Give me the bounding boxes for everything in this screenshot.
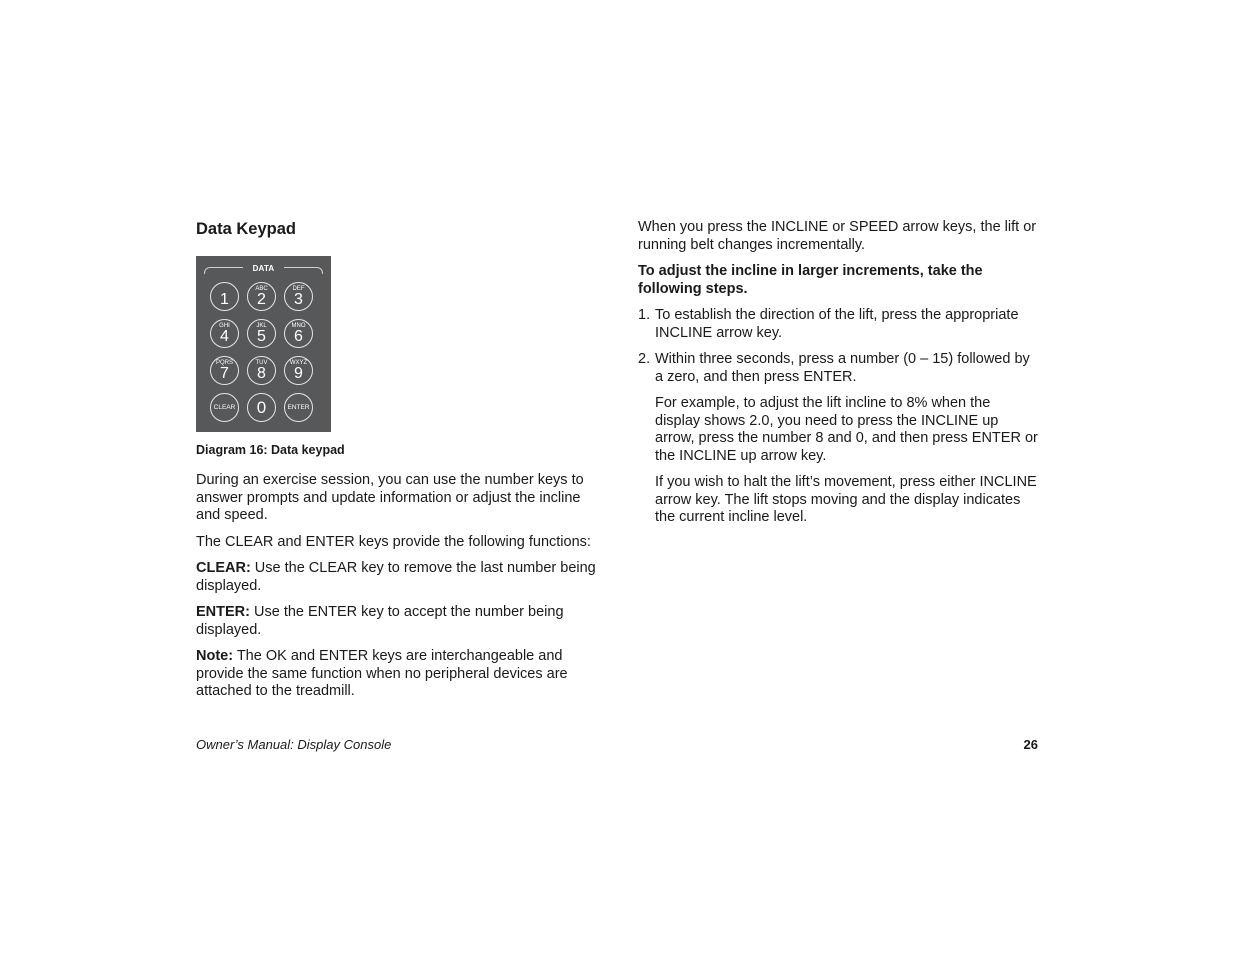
- clear-text: Use the CLEAR key to remove the last number being displayed.: [196, 560, 596, 594]
- data-keypad-image: [196, 256, 331, 432]
- enter-label: ENTER:: [196, 604, 250, 620]
- halt-paragraph: If you wish to halt the lift’s movement, press either INCLINE arrow key. The lift stops moving and the display indicates the current incline level.: [655, 474, 1037, 525]
- key-letters: DEF: [292, 286, 305, 292]
- keypad-key-2: [247, 282, 276, 311]
- key-digit: 3: [294, 291, 303, 308]
- left-column: [196, 219, 598, 710]
- key-digit: 2: [257, 291, 266, 308]
- footer-title: Owner’s Manual: Display Console: [196, 737, 392, 752]
- enter-paragraph: [196, 604, 598, 639]
- key-letters: ABC: [255, 286, 268, 292]
- note-paragraph: [196, 648, 598, 701]
- note-label: Note:: [196, 648, 234, 664]
- intro-paragraph: During an exercise session, you can use the number keys to answer prompts and update information or adjust the incline and speed.: [196, 472, 584, 523]
- key-letters: JKL: [256, 323, 267, 329]
- clear-paragraph: [196, 560, 598, 595]
- key-digit: 4: [220, 328, 229, 345]
- example-paragraph: For example, to adjust the lift incline to 8% when the display shows 2.0, you need to press the INCLINE up arrow, press the number 8 and 0, and then press ENTER or the INCLINE up arrow key.: [655, 395, 1038, 464]
- key-letters: WXYZ: [289, 360, 308, 366]
- step-2: [638, 351, 1038, 386]
- keypad-key-7: [210, 356, 239, 385]
- steps-heading: To adjust the incline in larger increments, take the following steps.: [638, 263, 983, 297]
- keypad-key-enter: [284, 393, 313, 422]
- incline-speed-paragraph: When you press the INCLINE or SPEED arrow keys, the lift or running belt changes incrementally.: [638, 219, 1037, 253]
- key-word: ENTER: [287, 404, 310, 411]
- key-digit: 5: [257, 328, 266, 345]
- key-letters: TUV: [255, 360, 268, 366]
- key-digit: 6: [294, 328, 303, 345]
- keypad-key-5: [247, 319, 276, 348]
- functions-paragraph: The CLEAR and ENTER keys provide the following functions:: [196, 533, 591, 550]
- key-letters: MNO: [291, 323, 306, 329]
- right-column: [638, 219, 1038, 536]
- key-word: CLEAR: [213, 404, 236, 411]
- keypad-key-8: [247, 356, 276, 385]
- keypad-key-clear: [210, 393, 239, 422]
- key-letters: GHI: [219, 323, 230, 329]
- keypad-key-0: [247, 393, 276, 422]
- keypad-key-9: [284, 356, 313, 385]
- section-title: Data Keypad: [196, 220, 296, 238]
- note-text: The OK and ENTER keys are interchangeable and provide the same function when no peripheral devices are attached to the treadmill.: [196, 648, 568, 699]
- key-digit: 8: [257, 365, 266, 382]
- keypad-key-4: [210, 319, 239, 348]
- step-text: Within three seconds, press a number (0 – 15) followed by a zero, and then press ENTER.: [655, 351, 1030, 385]
- step-number: 2.: [638, 351, 651, 367]
- diagram-caption: Diagram 16: Data keypad: [196, 443, 345, 457]
- step-1: [638, 307, 1038, 342]
- keypad-key-6: [284, 319, 313, 348]
- page-number: 26: [1023, 737, 1038, 752]
- clear-label: CLEAR:: [196, 560, 251, 576]
- key-digit: 0: [256, 398, 267, 417]
- keypad-title: DATA: [252, 264, 275, 273]
- key-digit: 9: [294, 365, 303, 382]
- step-text: To establish the direction of the lift, press the appropriate INCLINE arrow key.: [655, 307, 1019, 341]
- key-digit: 1: [220, 291, 229, 308]
- keypad-key-1: [210, 282, 239, 311]
- enter-text: Use the ENTER key to accept the number being displayed.: [196, 604, 564, 638]
- key-digit: 7: [220, 365, 229, 382]
- step-number: 1.: [638, 307, 651, 323]
- keypad-key-3: [284, 282, 313, 311]
- key-letters: PQRS: [215, 360, 233, 366]
